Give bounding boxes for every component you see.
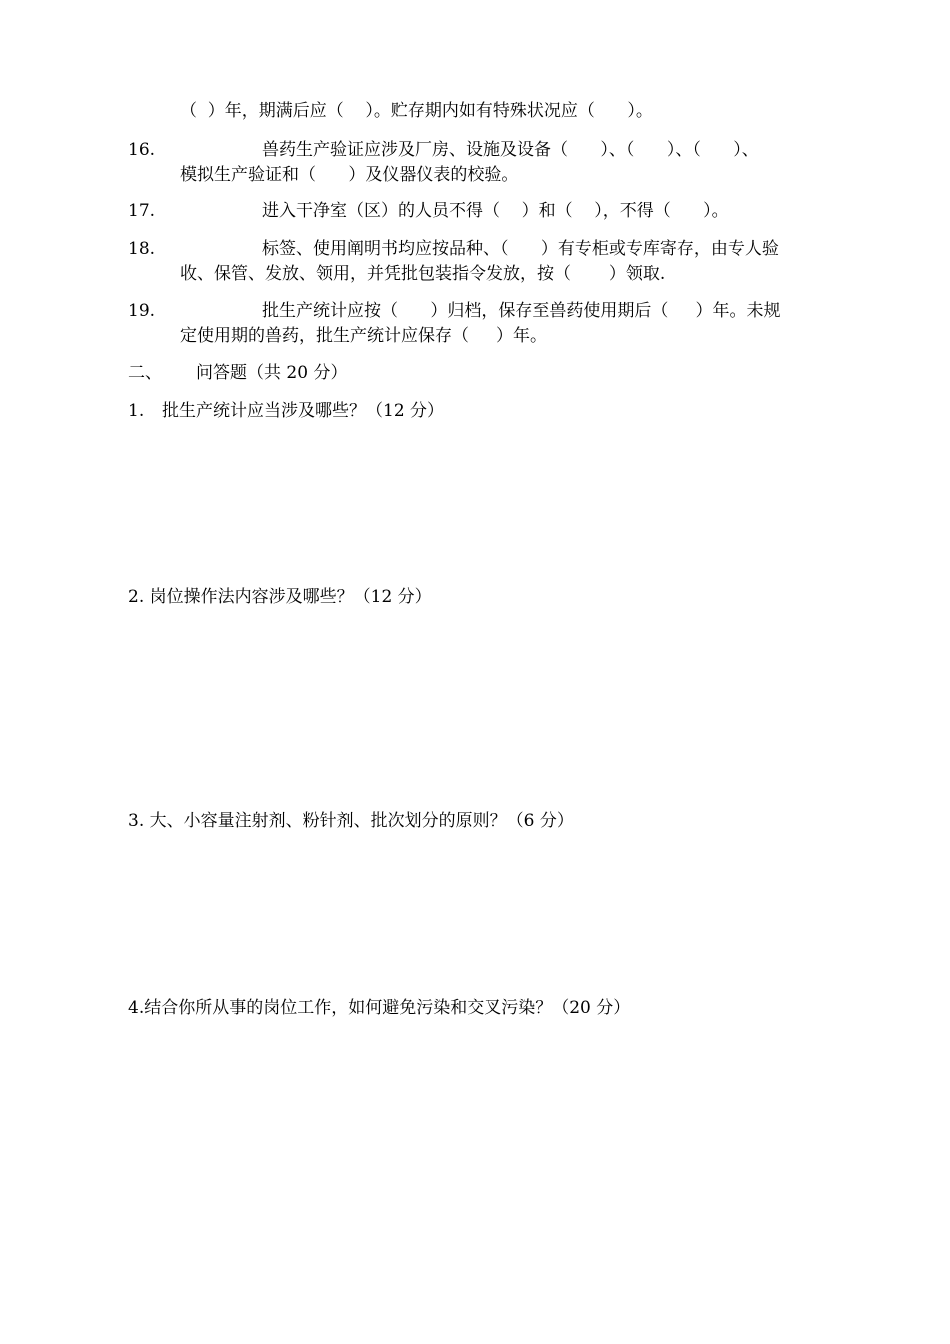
section-2-title: 问答题（共 20 分） bbox=[196, 363, 348, 383]
item-18-line-2: 收、保管、发放、领用，并凭批包装指令发放，按（ ）领取. bbox=[180, 264, 666, 284]
item-16-line-2: 模拟生产验证和（ ）及仪器仪表的校验。 bbox=[180, 165, 519, 185]
item-17-number: 17. bbox=[128, 201, 156, 221]
section-2-number: 二、 bbox=[128, 363, 162, 383]
question-1-number: 1. bbox=[128, 401, 145, 421]
item-18-line-1: 标签、使用阐明书均应按品种、（ ）有专柜或专库寄存，由专人验 bbox=[262, 239, 779, 259]
question-1-text: 批生产统计应当涉及哪些？（12 分） bbox=[162, 401, 445, 421]
item-16-number: 16. bbox=[128, 140, 156, 160]
item-19-number: 19. bbox=[128, 301, 156, 321]
item-16-line-1: 兽药生产验证应涉及厂房、设施及设备（ ）、（ ）、（ ）、 bbox=[262, 140, 759, 160]
question-3-text: 3. 大、小容量注射剂、粉针剂、批次划分的原则？（6 分） bbox=[128, 811, 574, 831]
item-19-line-1: 批生产统计应按（ ）归档，保存至兽药使用期后（ ）年。未规 bbox=[262, 301, 781, 321]
item-15-continuation: （ ）年，期满后应（ ）。贮存期内如有特殊状况应（ ）。 bbox=[180, 101, 653, 121]
question-4-text: 4.结合你所从事的岗位工作，如何避免污染和交叉污染？（20 分） bbox=[128, 998, 631, 1018]
item-17-line-1: 进入干净室（区）的人员不得（ ）和（ ），不得（ ）。 bbox=[262, 201, 729, 221]
item-18-number: 18. bbox=[128, 239, 156, 259]
question-2-text: 2. 岗位操作法内容涉及哪些？（12 分） bbox=[128, 587, 432, 607]
item-19-line-2: 定使用期的兽药，批生产统计应保存（ ）年。 bbox=[180, 326, 548, 346]
